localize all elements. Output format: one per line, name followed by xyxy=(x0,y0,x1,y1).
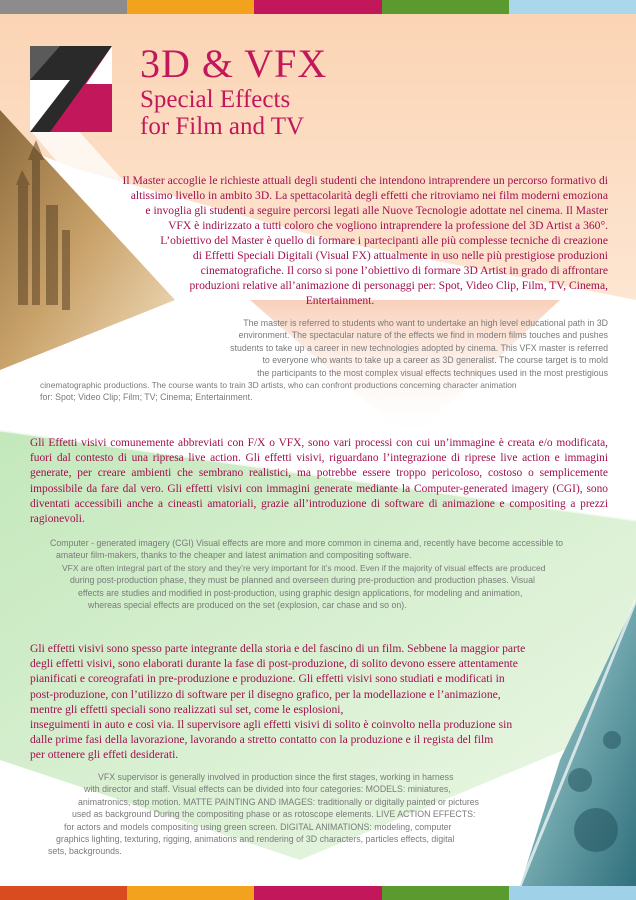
text-line: e invoglia gli studenti a seguire percorsi legati alle Nuove Tecnologie adottate nel cinema. Il Master xyxy=(145,204,608,217)
text-line: altissimo livello in ambito 3D. La spettacolarità degli effetti che ritroviamo nei film moderni emoziona xyxy=(130,189,608,202)
text-line: inseguimenti in auto e così via. Il supervisore agli effetti visivi di solito è coinvolto nella produzione sin xyxy=(30,718,513,732)
text-line: for: Spot; Video Clip; Film; TV; Cinema; Entertainment. xyxy=(40,392,253,403)
text-line: degli effetti visivi, sono elaborati durante la fase di post-produzione, di solito devono essere attentamente xyxy=(30,657,518,671)
text-line: post-produzione, con l’utilizzo di software per il disegno grafico, per la modellazione e l’animazione, xyxy=(30,687,501,701)
text-line: VFX are often integral part of the story and they’re very important for it’s mood. Even if the majority of visual effects are produced xyxy=(62,562,546,573)
text-line: produzioni relative all’animazione di personaggi per: Spot, Video Clip, Film, TV, Cinema, xyxy=(189,279,608,292)
text-block: Gli Effetti visivi comunemente abbreviati con F/X o VFX, sono vari processi con cui un’immagine è creata e/o modificata, fuori dal contesto di una ripresa live action. Gli effetti visivi, riguardano l’integrazione di riprese live action e immagini generate, per creare ambienti che sembrano realistici, ma potrebbe essere troppo pericoloso, costoso o semplicemente impossibile da fare dal vero. Gli effetti visivi con immagini generate mediante la Computer-generated imagery (CGI), sono diventati accessibili anche a cineasti amatoriali, grazie all’introduzione di software di animazione e compositing a prezzi ragionevoli. xyxy=(30,437,608,526)
text-line: per ottenere gli effeti desiderati. xyxy=(30,748,179,762)
text-line: cinematografiche. Il corso si pone l’obiettivo di formare 3D Artist in grado di affrontare xyxy=(200,264,608,277)
text-line: VFX è indirizzato a tutti coloro che vogliono intraprendere la professione del 3D Artist a 360°. xyxy=(168,219,608,232)
text-line: used as background During the compositing phase or as rotoscope elements. LIVE ACTION EFFECTS: xyxy=(72,809,476,820)
page-title: 3D & VFX xyxy=(140,41,328,86)
production-italian-paragraph xyxy=(30,641,610,763)
text-line: environment. The spectacular nature of the effects we find in modern films touches and pushes xyxy=(238,330,608,341)
text-line: for actors and models compositing using green screen. DIGITAL ANIMATIONS: modeling, computer xyxy=(64,821,452,832)
text-line: mentre gli effetti speciali sono realizzati sul set, come le esplosioni, xyxy=(30,702,344,716)
text-line: L’obiettivo del Master è quello di formare i partecipanti alle più complesse tecniche di creazione xyxy=(160,234,608,247)
text-line: Gli effetti visivi sono spesso parte integrante della storia e del fascino di un film. Sebbene la maggior parte xyxy=(30,642,526,655)
supervisor-english-paragraph xyxy=(48,771,568,858)
text-line: during post-production phase, they must be planned and overseen during pre-production and production phases. Visual xyxy=(70,575,535,586)
intro-english-paragraph xyxy=(40,317,608,404)
text-line: with director and staff. Visual effects can be divided into four categories: MODELS: miniatures, xyxy=(84,784,451,795)
text-line: Il Master accoglie le richieste attuali degli studenti che intendono intraprendere un percorso formativo di xyxy=(122,174,608,187)
text-line: students to take up a career in new technologies adopted by cinema. This VFX master is referred xyxy=(230,342,608,353)
text-line: The master is referred to students who want to undertake an high level educational path in 3D xyxy=(243,318,608,328)
text-line: dalle prime fasi della lavorazione, lavorando a stretto contatto con la produzione e il regista del film xyxy=(30,733,494,747)
text-line: cinematographic productions. The course wants to train 3D artists, who can confront productions concerning character animation xyxy=(40,380,517,391)
text-line: sets, backgrounds. xyxy=(48,846,122,857)
text-line: pianificati e coreografati in pre-produzione e produzione. Gli effetti visivi sono studiati e modificati in xyxy=(30,672,505,686)
effects-italian-paragraph xyxy=(30,436,608,527)
text-line: animatronics, stop motion. MATTE PAINTING AND IMAGES: traditionally or digitally painted or pictures xyxy=(78,796,480,807)
intro-italian-paragraph xyxy=(72,173,608,308)
text-line: to everyone who wants to take up a career as 3D generalist. The course target is to mold xyxy=(262,355,608,366)
text-line: whereas special effects are produced on the set (explosion, car chase and so on). xyxy=(88,600,407,611)
effects-english-paragraph xyxy=(50,537,616,611)
text-line: di Effetti Speciali Digitali (Visual FX) attualmente in uso nelle più prestigiose produzioni xyxy=(192,249,608,262)
text-line: the participants to the most complex visual effects techniques used in the most prestigious xyxy=(257,367,608,378)
text-line: Computer - generated imagery (CGI) Visual effects are more and more common in cinema and, recently have become accessible to xyxy=(50,538,564,548)
text-line: graphics lighting, texturing, rigging, animations and rendering of 3D characters, particles effects, digital xyxy=(56,834,455,845)
subtitle-line-1: Special Effects xyxy=(140,86,291,113)
text-line: VFX supervisor is generally involved in production since the first stages, working in harness xyxy=(98,772,454,782)
text-line: effects are studies and modified in post-production, using graphic design applications, for modeling and animation, xyxy=(78,587,523,598)
logo-icon xyxy=(30,46,112,132)
text-line: Entertainment. xyxy=(305,294,375,307)
subtitle-line-2: for Film and TV xyxy=(140,113,305,140)
text-line: amateur film-makers, thanks to the cheaper and latest animation and compositing software. xyxy=(56,550,412,561)
